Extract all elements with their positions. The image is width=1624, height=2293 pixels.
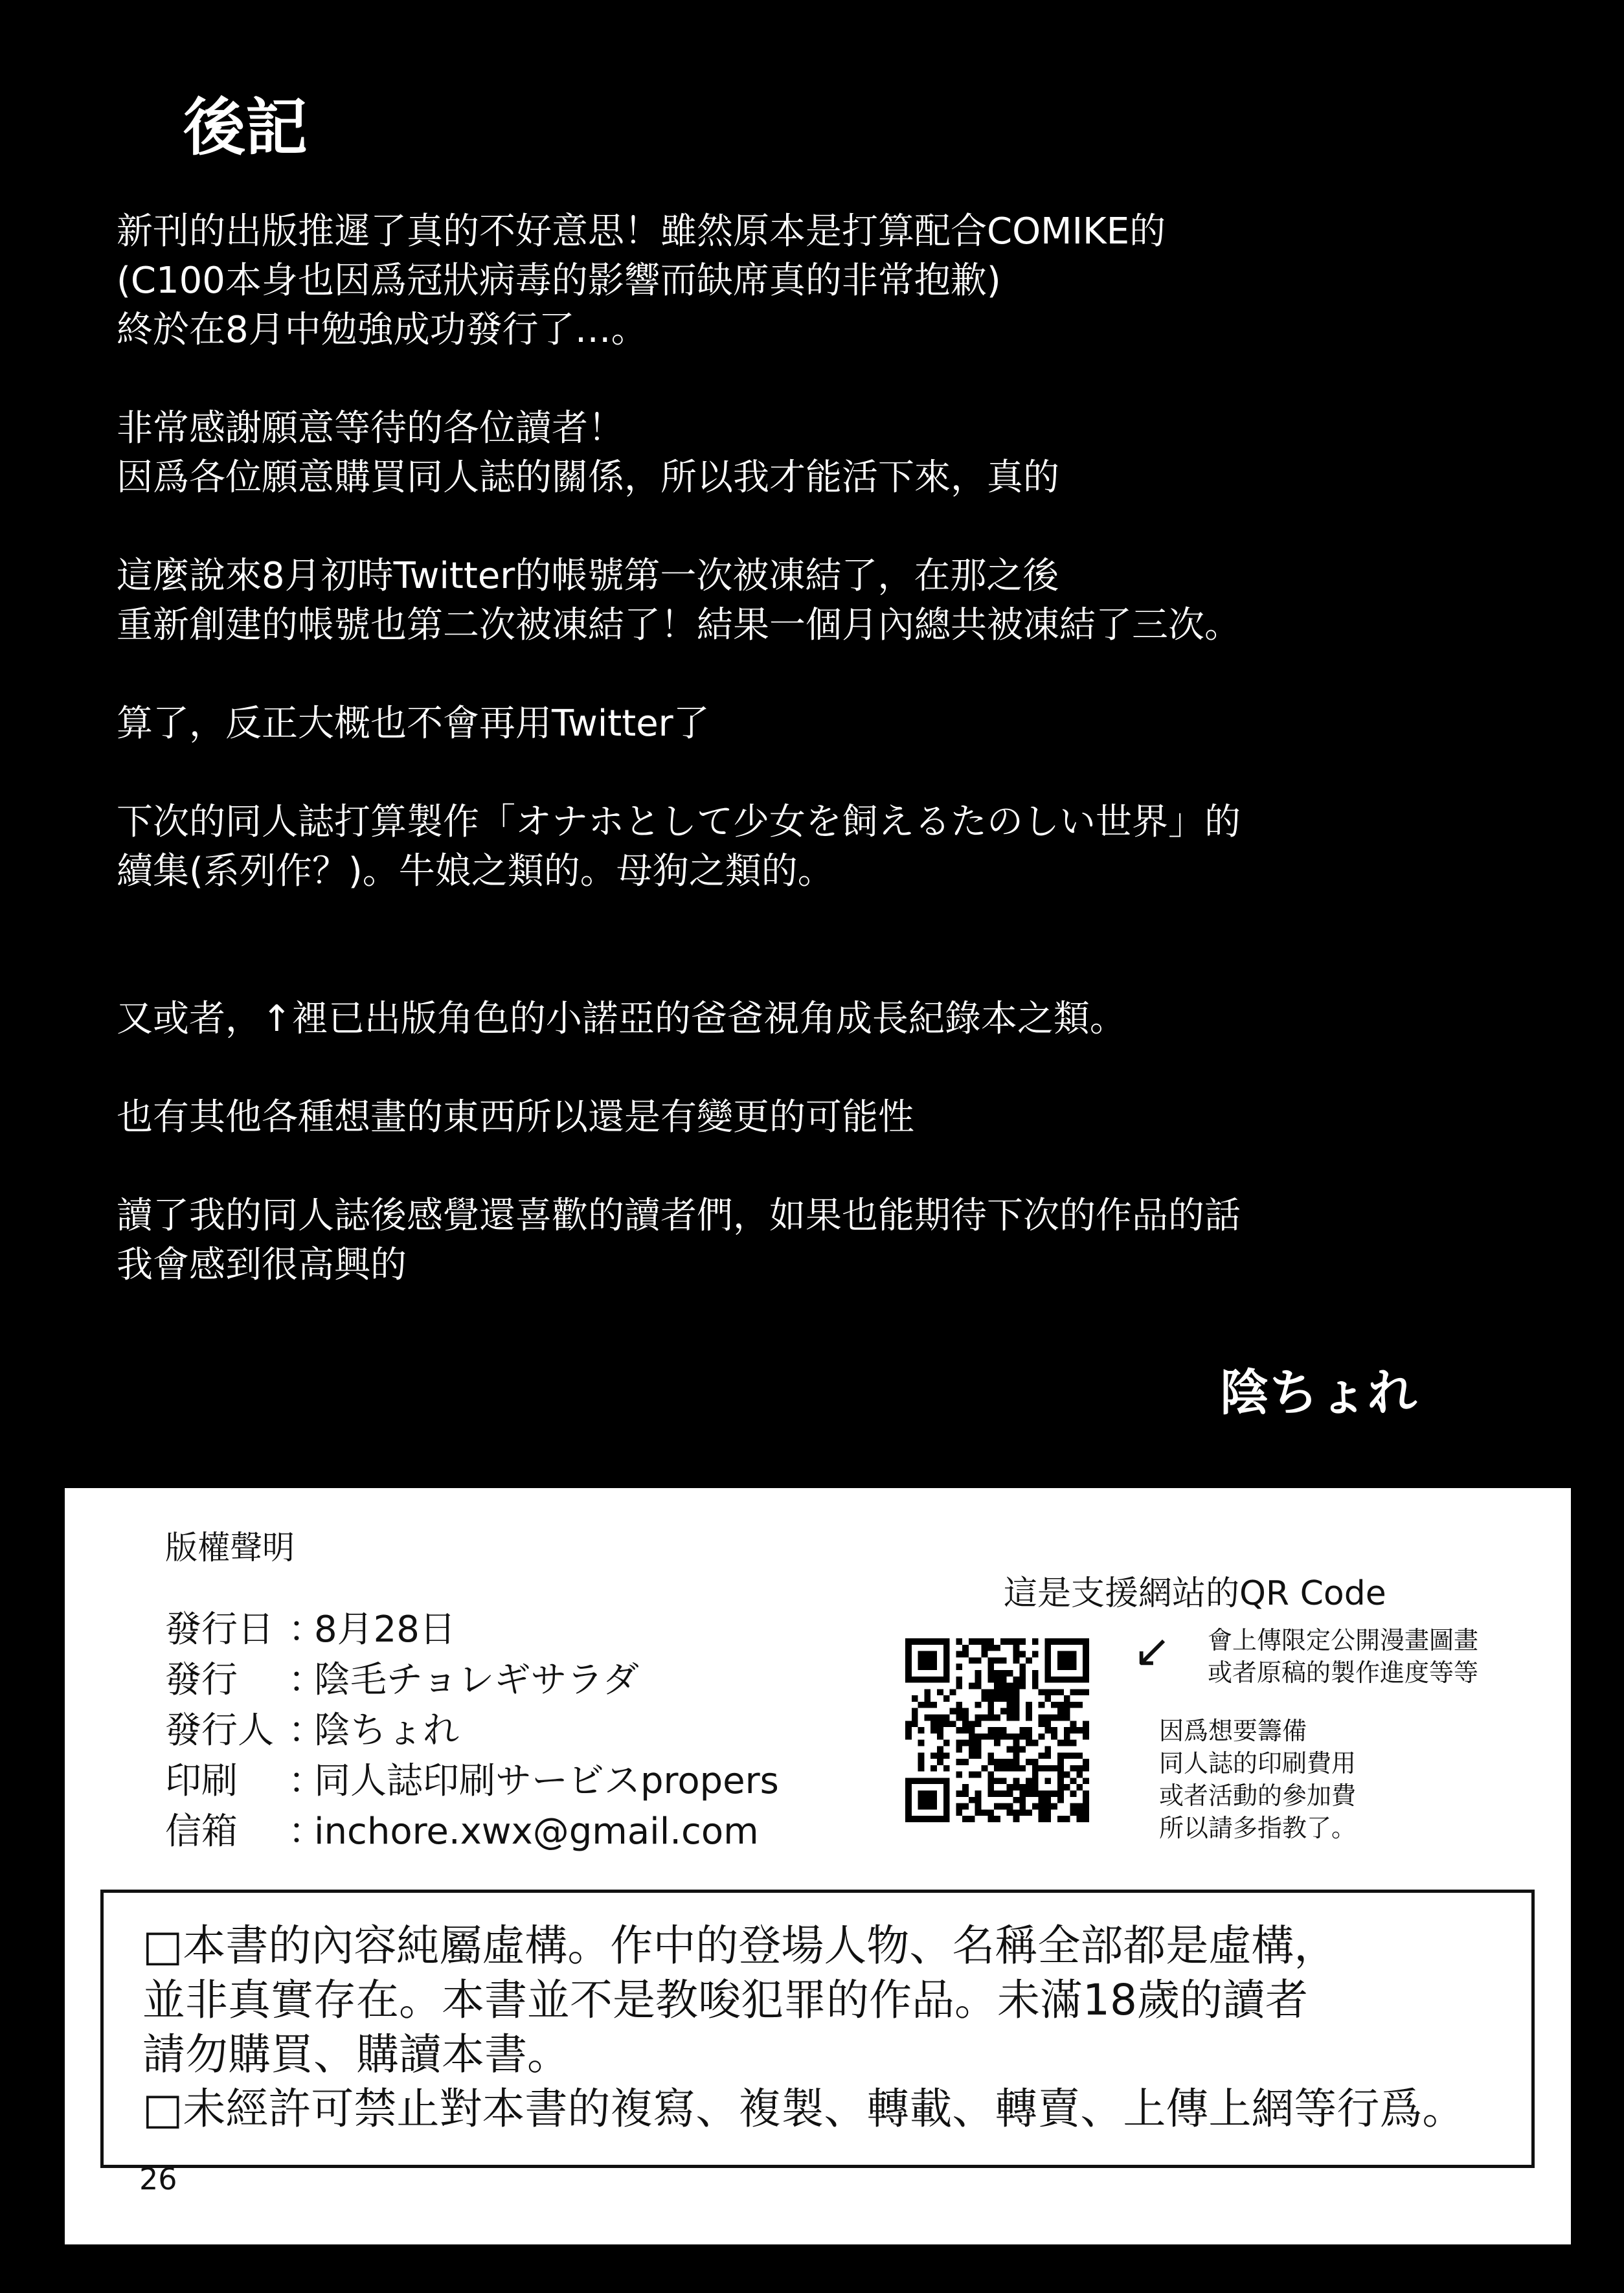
text-line: 終於在8月中勉強成功發行了…。	[117, 309, 648, 351]
text-line: 同人誌的印刷費用	[1159, 1749, 1357, 1778]
text-line: 或者活動的參加費	[1159, 1781, 1357, 1810]
row-value: 陰ちょれ	[314, 1710, 459, 1752]
text-line: 重新創建的帳號也第二次被凍結了！結果一個月內總共被凍結了三次。	[117, 604, 1241, 646]
paragraph-change	[117, 1093, 1509, 1142]
row-key: 信箱	[165, 1811, 274, 1853]
text-line: 又或者，↑裡已出版角色的小諾亞的爸爸視角成長紀錄本之類。	[117, 998, 1126, 1040]
colophon-panel	[65, 1488, 1571, 2244]
row-key: 印刷	[165, 1760, 274, 1802]
paragraph-thanks	[117, 404, 1509, 503]
qr-code[interactable]	[905, 1638, 1089, 1822]
text-line: 或者原稿的製作進度等等	[1208, 1658, 1479, 1687]
text-line: 非常感謝願意等待的各位讀者！	[117, 407, 624, 449]
author-signature: 陰ちょれ	[1220, 1364, 1417, 1421]
text-line: 新刊的出版推遲了真的不好意思！雖然原本是打算配合COMIKE的	[117, 210, 1166, 253]
row-key: 發行人	[165, 1710, 274, 1752]
publication-date-row	[165, 1605, 779, 1655]
afterword-body	[117, 207, 1509, 1290]
row-colon: ：	[288, 1659, 324, 1701]
row-value: 陰毛チョレギサラダ	[314, 1659, 639, 1701]
text-line: 因爲想要籌備	[1159, 1717, 1307, 1745]
text-line: 算了，反正大概也不會再用Twitter了	[117, 703, 710, 745]
text-line: □本書的內容純屬虛構。作中的登場人物、名稱全部都是虛構，	[142, 1921, 1337, 1971]
text-line: 讀了我的同人誌後感覺還喜歡的讀者們，如果也能期待下次的作品的話	[117, 1195, 1241, 1237]
arrow-icon: ↙	[1133, 1624, 1171, 1677]
text-line: 所以請多指教了。	[1159, 1814, 1357, 1842]
row-value: 8月28日	[314, 1609, 456, 1651]
text-line: 下次的同人誌打算製作「オナホとして少女を飼えるたのしい世界」的	[117, 801, 1241, 843]
qr-code-icon	[905, 1638, 1089, 1822]
afterword-title: 後記	[183, 91, 308, 164]
email-link[interactable]: inchore.xwx@gmail.com	[314, 1811, 759, 1853]
email-row	[165, 1807, 779, 1857]
row-colon: ：	[288, 1811, 324, 1853]
disclaimer-box	[100, 1890, 1535, 2168]
support-site-note	[1208, 1624, 1478, 1689]
row-colon: ：	[288, 1609, 324, 1651]
text-line: □未經許可禁止對本書的複寫、複製、轉載、轉賣、上傳上網等行爲。	[142, 2084, 1465, 2134]
disclaimer-text	[142, 1919, 1518, 2136]
support-request-note	[1159, 1715, 1356, 1844]
row-key: 發行	[165, 1659, 274, 1701]
paragraph-delay	[117, 207, 1509, 355]
paragraph-alternative	[117, 995, 1509, 1044]
qr-caption: 這是支援網站的QR Code	[1004, 1574, 1386, 1613]
text-line: 續集(系列作？)。牛娘之類的。母狗之類的。	[117, 850, 834, 892]
publication-info	[165, 1605, 779, 1857]
paragraph-twitter-quit	[117, 699, 1509, 749]
page-number: 26	[139, 2162, 177, 2197]
row-key: 發行日	[165, 1609, 274, 1651]
paragraph-next-work	[117, 798, 1509, 896]
text-line: 會上傳限定公開漫畫圖畫	[1208, 1626, 1479, 1655]
colophon-title: 版權聲明	[165, 1529, 295, 1566]
publisher-row	[165, 1655, 779, 1706]
row-value: 同人誌印刷サービスpropers	[314, 1760, 779, 1802]
text-line: 並非真實存在。本書並不是教唆犯罪的作品。未滿18歲的讀者	[142, 1975, 1308, 2025]
issuer-row	[165, 1706, 779, 1756]
paragraph-closing	[117, 1192, 1509, 1290]
printer-row	[165, 1756, 779, 1807]
text-line: 因爲各位願意購買同人誌的關係，所以我才能活下來，真的	[117, 457, 1059, 499]
row-colon: ：	[288, 1760, 324, 1802]
text-line: 也有其他各種想畫的東西所以還是有變更的可能性	[117, 1096, 914, 1138]
row-colon: ：	[288, 1710, 324, 1752]
paragraph-twitter	[117, 552, 1509, 650]
text-line: 請勿購買、購讀本書。	[142, 2029, 570, 2079]
text-line: 我會感到很高興的	[117, 1244, 407, 1286]
text-line: 這麼說來8月初時Twitter的帳號第一次被凍結了，在那之後	[117, 555, 1059, 597]
text-line: (C100本身也因爲冠狀病毒的影響而缺席真的非常抱歉)	[117, 260, 1001, 302]
